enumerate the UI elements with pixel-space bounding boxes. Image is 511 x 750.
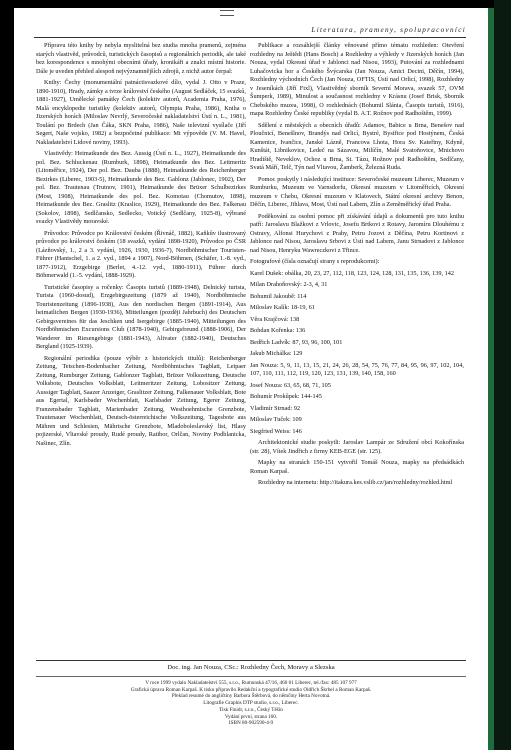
colophon <box>36 680 466 727</box>
internet-paragraph: Rozhledny na internetu: http://itakura.kes.vslib.cz/jan/rozhledny/rozhled.html <box>258 479 453 486</box>
footer-title: Doc. ing. Jan Nouza, CSc.: Rozhledny Čech, Moravy a Slezska <box>167 664 335 671</box>
dark-background-edge <box>494 0 511 750</box>
footer-rule-secondary <box>36 676 466 677</box>
guides-paragraph: Průvodce: Průvodce po Království českém (Řivnáč, 1882), Kaňkův ilustrovaný průvodce po království českém (18 svazků, vydání 1898-1920), Průvodce po ČSR (Lázňovský, 1., 2 a 3. vydání, 1926, 1930, 1936-7), Nordböhmischer Touristen-Führer (Hantschel, 1. a 2. vyd., 1894 a 1907), Nord-Böhmen, (Schäfer, 1.-8. vyd., 1877-1912), Erzgebirge (Berlet, 4.-12. vyd., 1880-1911), Führer durch Böhmerwald (1.-5. vydání, 1888-1929). <box>36 229 246 279</box>
architecture-paragraph: Architektonické studie poskytli: Jaroslav Lampár ze Sdružení obcí Kokořínska (str. 28), Vítek Jindřich z firmy KEB-EGE (str. 125). <box>250 439 464 455</box>
colophon-line: V roce 1999 vydalo Nakladatelství 555, s.r.o., Rumunská 47/16, 460 01 Liberec, tel./fax: 485 107 977 <box>145 680 357 686</box>
municipalities-paragraph: Sdělení z městských a obecních úřadů: Adamov, Babice u Brna, Benešov nad Ploučnicí, Benešlnov, Brandýs nad Orlicí, Bystré, Bystřice pod Hostýnem, Česká Kamenice, Ivančice, Janské Lázně, Francova Lhota, Hora Sv. Kateřiny, Kdyně, Kunštát, Libnikovice, Ledeč na Sázavou, Milíčín, Malé Svatoňovice, Mnichovo Hradiště, Neveklov, Ochoz u Brna, St. Tázu, Rožnov pod Radhoštěm, Sedlčany, Svatá Máří, Telč, Týn nad Vltavou, Žamberk, Železná Ruda. <box>250 121 464 171</box>
photo-credit: Bohumil Jakoubě: 114 <box>250 292 307 300</box>
colophon-line: Překlad resumé do angličtiny Barbora Štěrbová, do němčiny Herta Novotná. <box>171 693 331 700</box>
photo-credit: Miloslav Tuček: 109 <box>250 416 302 423</box>
publications-paragraph: Publikace a rozsáhlejší články věnované přímo tématu rozhleden: Otevření rozhledny na Ještědi (Hans Bosch) a Rozhledny a výhledy v Jizerských horách (Jan Nouza, vydal Okresní úřad v Jablonci nad Nisou, 1993), Putování za rozhlednami Luhačovicka hor a Českého Švýcarska (Jan Nouza, Amici Decini, Děčín, 1994), Rozhledny východních Čech (Jan Nouza, OFTIS, Ústí nad Orlicí, 1998), Rozhledny v Jeseníkách (Jiří Fixl), Vlastivědný sborník Severní Morava, svazek 57, OVM Šumperk, 1989), Minulost a současnost rozhledny v Krásnu (Josef Brisk, Sborník Chebského muzea, 1998), O rozhlednách (Bohumil Slánia, Časopis turistů, 1916), mapa Rozhledny České republiky (vydal B. A.T. Rožnov pod Radhoštěm, 1999). <box>250 42 464 117</box>
photo-credit: Milan Drahoňovský: 2-3, 4, 31 <box>250 281 328 288</box>
photo-credit: Josef Nouza: 63, 65, 68, 71, 105 <box>250 381 331 389</box>
photo-credit: Karel Dušek: obálka, 20, 23, 27, 112, 118, 123, 124, 128, 131, 135, 136, 139, 142 <box>250 269 455 277</box>
maps-paragraph: Mapky na stranách 150-151 vytvořil Tomáš Nouza, mapky na předsádkách Roman Karpaš. <box>250 459 464 475</box>
colophon-line: ISBN 80-902590-4-9 <box>228 720 274 727</box>
colophon-line: Tisk Finidr, s.r.o., Český Těšín <box>219 706 283 713</box>
books-paragraph: Knihy: Čechy (monumentální patnáctisvazkové dílo, vydal J. Otto v Praze, 1890-1910), Hrady, zámky a tvrze království českého (August Sedláček, 15 svazků, 1881-1927), Umělecké památky Čech (kolektiv autorů, Academia Praha, 1976), Malá encyklopedie turistiky (kolektiv autorů, Olympia Praha, 1986), Kniha o Jizerských horách (Miloslav Nevrlý, Severočeské nakladatelství Ústí n. L., 1981), Toulání po Brdech (Jan Čáka, SKN Praha, 1986), Naše televizní vysílače (Jiří Segert, Naše vojsko, 1982) a bezpočetné publikace: Mt výpověde (V. M. Havel, Nakladatelství Lidové noviny, 1993). <box>36 79 246 146</box>
photo-credit: Miloslav Kalík: 18-19, 61 <box>250 304 315 311</box>
running-header: Literatura, prameny, spolupracovníci <box>311 26 466 34</box>
book-page <box>14 8 488 750</box>
photo-credit: Siegfried Weiss: 146 <box>250 427 302 435</box>
colophon-line: Vydání první, strana 160. <box>224 713 278 720</box>
right-column <box>250 42 464 491</box>
photo-credit: Bohdan Kořenka: 136 <box>250 327 306 334</box>
intro-paragraph: Přípravu této knihy by nebyla myslitelná bez studia mnoha pramenů, zejména starých vlastivěd, průvodců, turistických časopisů a regionálních periodik, ale také bez korespondence s mnohými obecními úřady, kronikáři a znalci místní historie. Dále je uveden přehled alespoň nejvýznamnějších zdrojů, z nichž autor čerpal: <box>36 42 246 75</box>
left-column <box>36 42 246 451</box>
periodicals-paragraph: Regionální periodika (pouze výběr z historických titulů): Reichenberger Zeitung, Tetschen-Bodenbacher Zeitung, Nordböhmisches Tagblatt, Leipaer Zeitung, Rumburger Zeitung, Gablonzer Tagblatt, Brüxer Volkszeitung, Deutsche Volksbote, Deutsches Volksblatt, Leitmeritzer Zeitung, Lobositzer Zeitung, Aussiger Tagblatt, Saazer Anzeiger, Graslitzer Zeitung, Falkenauer Volksblatt, Bote aus Egertal, Karlsbader Wochenblatt, Karlsbader Zeitung, Egerer Zeitung, Franzensbader Tagblatt, Marienbader Zeitung, Westhoehmische Grenzbote, Trautenauer Wochenblatt, Deutsch-österreichische Volkszeitung, Tagesbote aus Mähren und Schlesien, Mährische Grenzbote, Mladoboleslavský list, Hlasy pojizerské, Vltavské proudy, Rudé proudy, Ratibor, Orlčan, Noviny Podblanicka, Našinec, Zlín. <box>36 354 246 447</box>
photo-credit: Jakub Michálka: 129 <box>250 350 303 357</box>
thanks-paragraph: Poděkování za osobní pomoc při získávání údajů a dokumentů pro tuto knihu patří: Jaroslavu Blažkovi z Vrlovic, Josefu Brtkovi z Rotavy, Jaromíru Dlouhému z Ostravy, Alfonsi Hurychovi z Prahy, Petru Jozovi z Děčína, Petru Kortinovi z Jablonce nad Nisou, Jaroslavu Srbovi z Ústí nad Labem, Janu Strnadovi z Jablonce nad Nisou, Henryku Wawreczkovi z Třince. <box>250 212 464 254</box>
photo-credit: Vladimír Strnad: 92 <box>250 404 300 412</box>
photos-heading: Fotografové (čísla označují strany s reprodukcemi): <box>250 258 380 265</box>
header-rule <box>34 37 466 38</box>
top-mark <box>220 10 234 16</box>
footer-rule <box>36 660 466 661</box>
photo-credit: Věra Krajčová: 138 <box>250 315 300 323</box>
vlastivedy-paragraph: Vlastivědy: Heimatkunde des Bez. Aussig (Ústí n. L., 1927), Heimatkunde des pol. Bez. Schluckenau (Rumburk, 1898), Heimatkunde des Bez. Leitmeritz (Litoměřice, 1924), Der pol. Bez. Dauba (1888), Heimatkunde des Reichenberger Bezirkes (Liberec, 1903-5), Heimatkunde des Bez. Gablonz (Jablonec, 1902), Der pol. Bez. Trautenau (Trutnov, 1901), Heimatkunde des Brüxer Schulbezirkes (Most, 1908), Heimatkunde des pol. Bez. Komotau (Chomutov, 1898), Heimatkunde des Bez. Graslitz (Kraslice, 1929), Heimatkunde des Bez. Falkenau (Sokolov, 1898), Sedlčansko, Sedlecko, Votický (Sedlčany, 1925-8), výbrané svazky Vlastivědy moravské. <box>36 150 246 225</box>
photo-credit: Bedřich Ladvík: 87, 93, 96, 100, 101 <box>250 338 343 346</box>
colophon-line: Litografie Graphis DTP studio, s.r.o., Liberec. <box>203 700 299 707</box>
institutions-paragraph: Pomoc poskytly i následující instituce: Severočeské muzeum Liberec, Muzeum v Rumburku, Muzeum ve Varnsdorfu, Okresní muzeum v Litoměřicích, Okresní muzeum v Chebu, Okresní muzeum v Klatovech, Státní okresní archivy Benon, Děčín, Liberec, Jihlava, Most, Ústí nad Labem, Zlín a Zeměměřický úřad Praha. <box>250 175 464 208</box>
photo-credits-list <box>250 270 464 437</box>
photo-credit: Bohumír Prokůpek: 144-145 <box>250 393 322 400</box>
photo-credit: Jan Nouza: 5, 9, 11, 13, 15, 21, 24, 26, 28, 54, 75, 76, 77, 84, 95, 96, 97, 102, 104, 107, 110, 111, 112, 119, 120, 123, 131, 139, 140, 158, 160 <box>250 361 464 377</box>
magazines-paragraph: Turistické časopisy a ročenky: Časopis turistů (1889-1948), Delnický turista, Turista (1960-dosud), Erzgebirgszeitung (1879 až 1940), Nordböhmische Touristenzeitung (1896-1938), Aus den nordischen Bergen (1891-1914), Aus heimatlichen Bergen (1930-1936), Mitteilungen (později Jahrbuch) des Deutschen Gebirgsvereines für das Jeschken und Isergebirge (1885-1940), Mitteilungen des Nordböhmischen Excursions Club (1878-1940), Gebirgsfreund (1888-1906), Der Wanderer im Riesengebirge (1881-1943), Altvater (1882-1940), Deutsches Bergland (1925-1939). <box>36 283 246 350</box>
colophon-line: Grafická úprava Roman Karpaš. K tisku připravilo Redakční a typografické studio Oldřich Škrbel a Roman Karpaš. <box>130 686 372 693</box>
